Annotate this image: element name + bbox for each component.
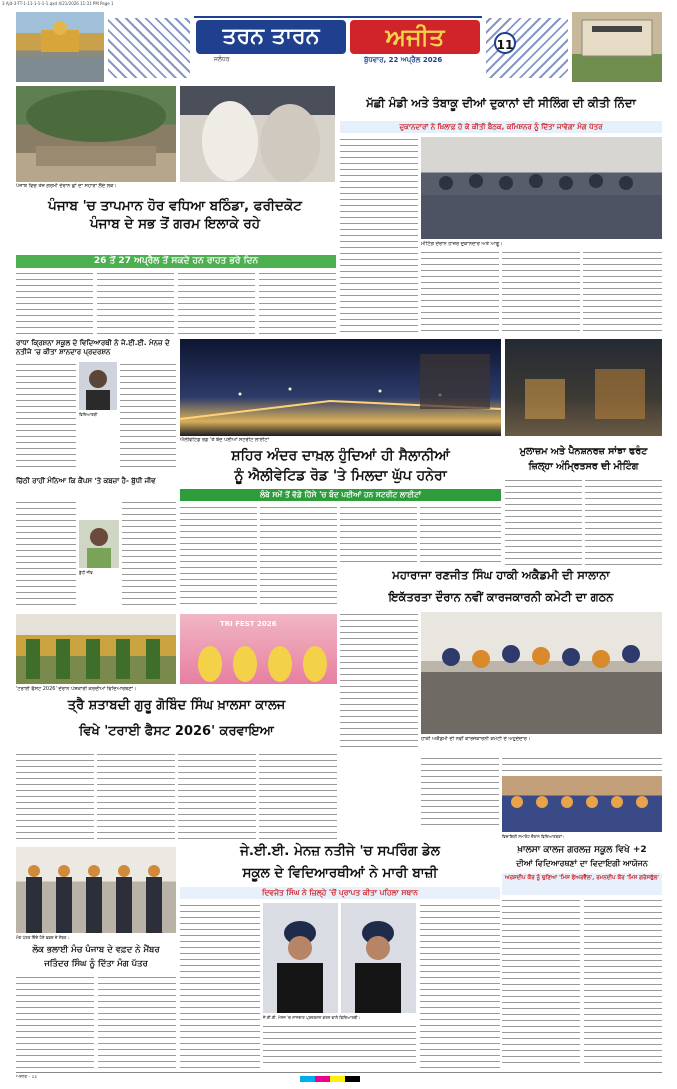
heat-body-col-4	[259, 271, 336, 335]
award-headline-1: ਲੋਕ ਭਲਾਈ ਮੰਚ ਪੰਜਾਬ ਦੇ ਵਫ਼ਦ ਨੇ ਮੈਂਬਰ	[32, 945, 160, 955]
heat-photo-1	[16, 86, 176, 182]
city: ਜਲੰਧਰ	[214, 56, 230, 63]
heat-headline-2: ਪੰਜਾਬ ਦੇ ਸਭ ਤੋਂ ਗਰਮ ਇਲਾਕੇ ਰਹੇ	[89, 216, 261, 232]
heat-caption: ਪੰਜਾਬ ਵਿਚ ਤੇਜ਼ ਗਰਮੀ ਦੌਰਾਨ ਛਾਂ ਦਾ ਸਹਾਰਾ ਲੈਂਦੇ ਲੋਕ।	[16, 183, 117, 189]
trifest-body-col-2	[97, 752, 175, 840]
award-caption: ਮੰਗ ਪੱਤਰ ਦਿੰਦੇ ਹੋਏ ਵਫ਼ਦ ਦੇ ਮੈਂਬਰ।	[16, 935, 70, 940]
footer-text: ਅਜੀਤ - 11	[16, 1075, 38, 1080]
sealing-headline: ਮੱਛੀ ਮੰਡੀ ਅਤੇ ਤੰਬਾਕੂ ਦੀਆਂ ਦੁਕਾਨਾਂ ਦੀ ਸੀਲਿੰਗ ਦੀ ਕੀਤੀ ਨਿੰਦਾ	[366, 96, 636, 110]
letter-body-col-1	[16, 500, 76, 610]
print-slug: 3 Ajit-3-TT-1-11-1-1-1-1.qxd 4/21/2026 11:31 PM Page 1	[2, 1, 114, 6]
student-caption: ਵਿਦਿਆਰਥੀ	[79, 412, 98, 417]
title-block	[194, 16, 482, 78]
masthead-right-photo	[572, 12, 662, 82]
pensioners-body-col-1	[505, 478, 582, 566]
students-group-icon	[16, 614, 176, 684]
school-body-top	[502, 756, 662, 774]
jee-body-col-3	[420, 903, 500, 1068]
award-body-col-2	[98, 975, 176, 1068]
masthead-pattern-left	[108, 18, 190, 78]
trifest-body-col-3	[178, 752, 256, 840]
footer-rule	[16, 1072, 662, 1073]
darkness-headline-1: ਸ਼ਹਿਰ ਅੰਦਰ ਦਾਖ਼ਲ ਹੁੰਦਿਆਂ ਹੀ ਸੈਲਾਨੀਆਂ	[231, 448, 450, 464]
pensioners-body-col-2	[585, 478, 662, 566]
sealing-caption: ਮੀਟਿੰਗ ਦੌਰਾਨ ਹਾਜ਼ਰ ਦੁਕਾਨਦਾਰ ਅਤੇ ਆਗੂ।	[421, 241, 503, 247]
letter-photo	[79, 520, 119, 568]
student-turban-icon	[341, 903, 416, 1013]
trifest-body-col-1	[16, 752, 94, 840]
award-headline-2: ਜਤਿੰਦਰ ਸਿੰਘ ਨੂੰ ਦਿੱਤਾ ਮੰਗ ਪੱਤਰ	[44, 959, 148, 969]
student-portrait-icon	[79, 362, 117, 410]
masthead-left-photo	[16, 12, 104, 82]
heat-body-col-1	[16, 271, 93, 335]
color-registration-bar	[300, 1076, 360, 1082]
hockey-caption: ਹਾਕੀ ਅਕੈਡਮੀ ਦੀ ਨਵੀਂ ਕਾਰਜਕਾਰਨੀ ਕਮੇਟੀ ਦੇ ਅਹੁਦੇਦਾਰ।	[421, 736, 531, 742]
pensioners-headline-2: ਜ਼ਿਲ੍ਹਾ ਅੰਮ੍ਰਿਤਸਰ ਦੀ ਮੀਟਿੰਗ	[528, 461, 639, 472]
heat-body-col-2	[97, 271, 174, 335]
student-headline: ਰਾਧਾ ਕ੍ਰਿਸ਼ਨਾ ਸਕੂਲ ਦੇ ਵਿਦਿਆਰਥੀ ਨੇ ਜੇ.ਈ.ਈ. ਮੇਨਜ਼ ਦੇ ਨਤੀਜੇ 'ਚ ਕੀਤਾ ਸ਼ਾਨਦਾਰ ਪ੍ਰਦਰਸ਼ਨ	[16, 339, 170, 356]
sealing-body-col-1	[340, 137, 418, 332]
jee-headline-2: ਸਕੂਲ ਦੇ ਵਿਦਿਆਰਥੀਆਂ ਨੇ ਮਾਰੀ ਬਾਜ਼ੀ	[242, 865, 438, 881]
jee-subhead: ਦਿਵਜੋਤ ਸਿੰਘ ਨੇ ਜ਼ਿਲ੍ਹੇ 'ਚੋਂ ਪ੍ਰਾਪਤ ਕੀਤਾ ਪਹਿਲਾ ਸਥਾਨ	[180, 887, 500, 899]
darkness-body-col-2	[260, 505, 337, 609]
award-body-col-1	[16, 975, 94, 1068]
school-photo	[502, 776, 662, 832]
trifest-caption: 'ਟਰਾਈ ਫੈਸਟ 2026' ਦੌਰਾਨ ਪੇਸ਼ਕਾਰੀ ਕਰਦੀਆਂ ਵਿਦਿਆਰਥਣਾਂ।	[16, 686, 137, 692]
crowd-shade-icon	[16, 86, 176, 182]
jee-body-col-2	[263, 1024, 416, 1068]
heat-photo-2	[180, 86, 335, 182]
trifest-banner: TRI FEST 2026	[220, 620, 277, 628]
golden-temple-icon	[16, 12, 104, 82]
hockey-photo	[421, 612, 662, 734]
jee-caption: ਜੇ.ਈ.ਈ. ਮੇਨਜ਼ 'ਚ ਸ਼ਾਨਦਾਰ ਪ੍ਰਦਰਸ਼ਨ ਕਰਨ ਵਾਲੇ ਵਿਦਿਆਰਥੀ।	[263, 1015, 361, 1020]
school-headline-2: ਦੀਆਂ ਵਿਦਿਆਰਥਣਾਂ ਦਾ ਵਿਦਾਇਗੀ ਆਯੋਜਨ	[516, 859, 648, 868]
student-photo	[79, 362, 117, 410]
committee-group-icon	[421, 612, 662, 734]
trifest-body-col-4	[259, 752, 337, 840]
women-covering-icon	[180, 86, 335, 182]
darkness-subhead: ਲੰਬੇ ਸਮੇਂ ਤੋਂ ਵੱਡੇ ਹਿੱਸੇ 'ਚ ਬੰਦ ਪਈਆਂ ਹਨ ਸਟਰੀਟ ਲਾਈਟਾਂ	[180, 489, 501, 501]
night-photo	[505, 339, 662, 436]
night-city-icon	[505, 339, 662, 436]
masthead	[16, 12, 662, 84]
sealing-body-col-4	[583, 250, 662, 332]
darkness-headline-2: ਨੂੰ ਐਲੀਵੇਟਿਡ ਰੋਡ 'ਤੇ ਮਿਲਦਾ ਘੁੱਪ ਹਨੇਰਾ	[234, 468, 447, 484]
trifest-headline-1: ਤ੍ਰੈ ਸ਼ਤਾਬਦੀ ਗੁਰੂ ਗੋਬਿੰਦ ਸਿੰਘ ਖ਼ਾਲਸਾ ਕਾਲਜ	[67, 698, 286, 713]
heat-headline-1: ਪੰਜਾਬ 'ਚ ਤਾਪਮਾਨ ਹੋਰ ਵਧਿਆ ਬਠਿੰਡਾ, ਫਰੀਦਕੋਟ	[48, 198, 302, 214]
hockey-body-col-1	[340, 612, 418, 750]
darkness-body-col-3	[340, 505, 417, 565]
page-number: 11	[494, 32, 516, 54]
pensioners-headline-1: ਮੁਲਾਜ਼ਮ ਅਤੇ ਪੈਨਸ਼ਨਰਜ਼ ਸਾਂਝਾ ਫਰੰਟ	[519, 446, 648, 457]
school-subhead: ਅਰਸ਼ਦੀਪ ਕੌਰ ਨੂੰ ਚੁਣਿਆ 'ਮਿਸ ਫੇਅਰਵੈੱਲ', ਰਮਨਦੀਪ ਕੌਰ 'ਮਿਸ ਗਰੇਸਫੁੱਲ'	[502, 873, 662, 895]
student-body-col-2	[120, 362, 176, 472]
darkness-photo	[180, 339, 501, 436]
letter-body-col-2	[122, 500, 176, 610]
trifest-headline-2: ਵਿਖੇ 'ਟਰਾਈ ਫੈਸਟ 2026' ਕਰਵਾਇਆ	[79, 724, 274, 739]
sealing-photo	[421, 137, 662, 239]
trifest-photo-1	[16, 614, 176, 684]
darkness-body-col-4	[420, 505, 501, 565]
hockey-headline-2: ਇਕੱਤਰਤਾ ਦੌਰਾਨ ਨਵੀਂ ਕਾਰਜਕਾਰਨੀ ਕਮੇਟੀ ਦਾ ਗਠਨ	[388, 590, 614, 604]
building-icon	[572, 12, 662, 82]
school-body-col-1	[502, 898, 580, 1068]
darkness-body-col-1	[180, 505, 257, 609]
school-headline-1: ਖ਼ਾਲਸਾ ਕਾਲਜ ਗਰਲਜ਼ ਸਕੂਲ ਵਿਖੇ +2	[517, 845, 647, 855]
award-photo	[16, 847, 176, 933]
hockey-headline-1: ਮਹਾਰਾਜਾ ਰਣਜੀਤ ਸਿੰਘ ਹਾਕੀ ਅਕੈਡਮੀ ਦੀ ਸਾਲਾਨਾ	[392, 568, 610, 582]
heat-body-col-3	[178, 271, 255, 335]
jee-headline-1: ਜੇ.ਈ.ਈ. ਮੇਨਜ਼ ਨਤੀਜੇ 'ਚ ਸਪਰਿੰਗ ਡੇਲ	[240, 843, 440, 859]
jee-photo-1	[263, 903, 338, 1013]
trifest-photo-2	[180, 614, 337, 684]
student-turban-icon	[263, 903, 338, 1013]
darkness-caption: ਐਲੀਵੇਟਿਡ ਰੋਡ 'ਤੇ ਬੰਦ ਪਈਆਂ ਸਟਰੀਟ ਲਾਈਟਾਂ	[180, 437, 269, 443]
jee-body-col-1	[180, 903, 260, 1068]
girls-group-icon	[502, 776, 662, 832]
jee-photo-2	[341, 903, 416, 1013]
sealing-subhead: ਦੁਕਾਨਦਾਰਾਂ ਨੇ ਖ਼ਿਲਾਫ਼ ਹੋ ਕੇ ਕੀਤੀ ਬੈਠਕ, ਕਮਿਸ਼ਨਰ ਨੂੰ ਦਿੱਤਾ ਜਾਵੇਗਾ ਮੰਗ ਪੱਤਰ	[340, 121, 662, 133]
dancers-icon	[180, 614, 337, 684]
student-body-col-1	[16, 362, 76, 472]
issue-date: ਬੁੱਧਵਾਰ, 22 ਅਪ੍ਰੈਲ 2026	[364, 56, 443, 64]
delegation-group-icon	[16, 847, 176, 933]
woman-portrait-icon	[79, 520, 119, 568]
heat-subhead: 26 ਤੋਂ 27 ਅਪ੍ਰੈਲ ਤੋਂ ਸਕਦੇ ਹਨ ਰਾਹਤ ਭਰੇ ਦਿਨ	[16, 255, 336, 268]
title-left: ਤਰਨ ਤਾਰਨ	[196, 20, 346, 54]
school-body-col-2	[584, 898, 662, 1068]
title-right: ਅਜੀਤ	[350, 20, 480, 54]
hockey-body-col-2	[421, 756, 499, 826]
street-lights-icon	[180, 339, 501, 436]
title-rule	[194, 16, 482, 18]
letter-caption: ਬੁੱਧੀ ਜੀਵ	[79, 570, 93, 575]
sealing-body-col-2	[421, 250, 499, 332]
school-caption: ਵਿਦਾਇਗੀ ਸਮਾਰੋਹ ਦੌਰਾਨ ਵਿਦਿਆਰਥਣਾਂ।	[502, 834, 565, 839]
group-meeting-icon	[421, 137, 662, 239]
letter-headline: ਚਿੱਠੀ ਰਾਹੀਂ ਮੰਨਿਆ ਕਿ ਕੈਂਪਸ 'ਤੇ ਕਬਜ਼ਾ ਹੈ- ਬੁੱਧੀ ਜੀਵ	[16, 477, 156, 485]
sealing-body-col-3	[502, 250, 580, 332]
